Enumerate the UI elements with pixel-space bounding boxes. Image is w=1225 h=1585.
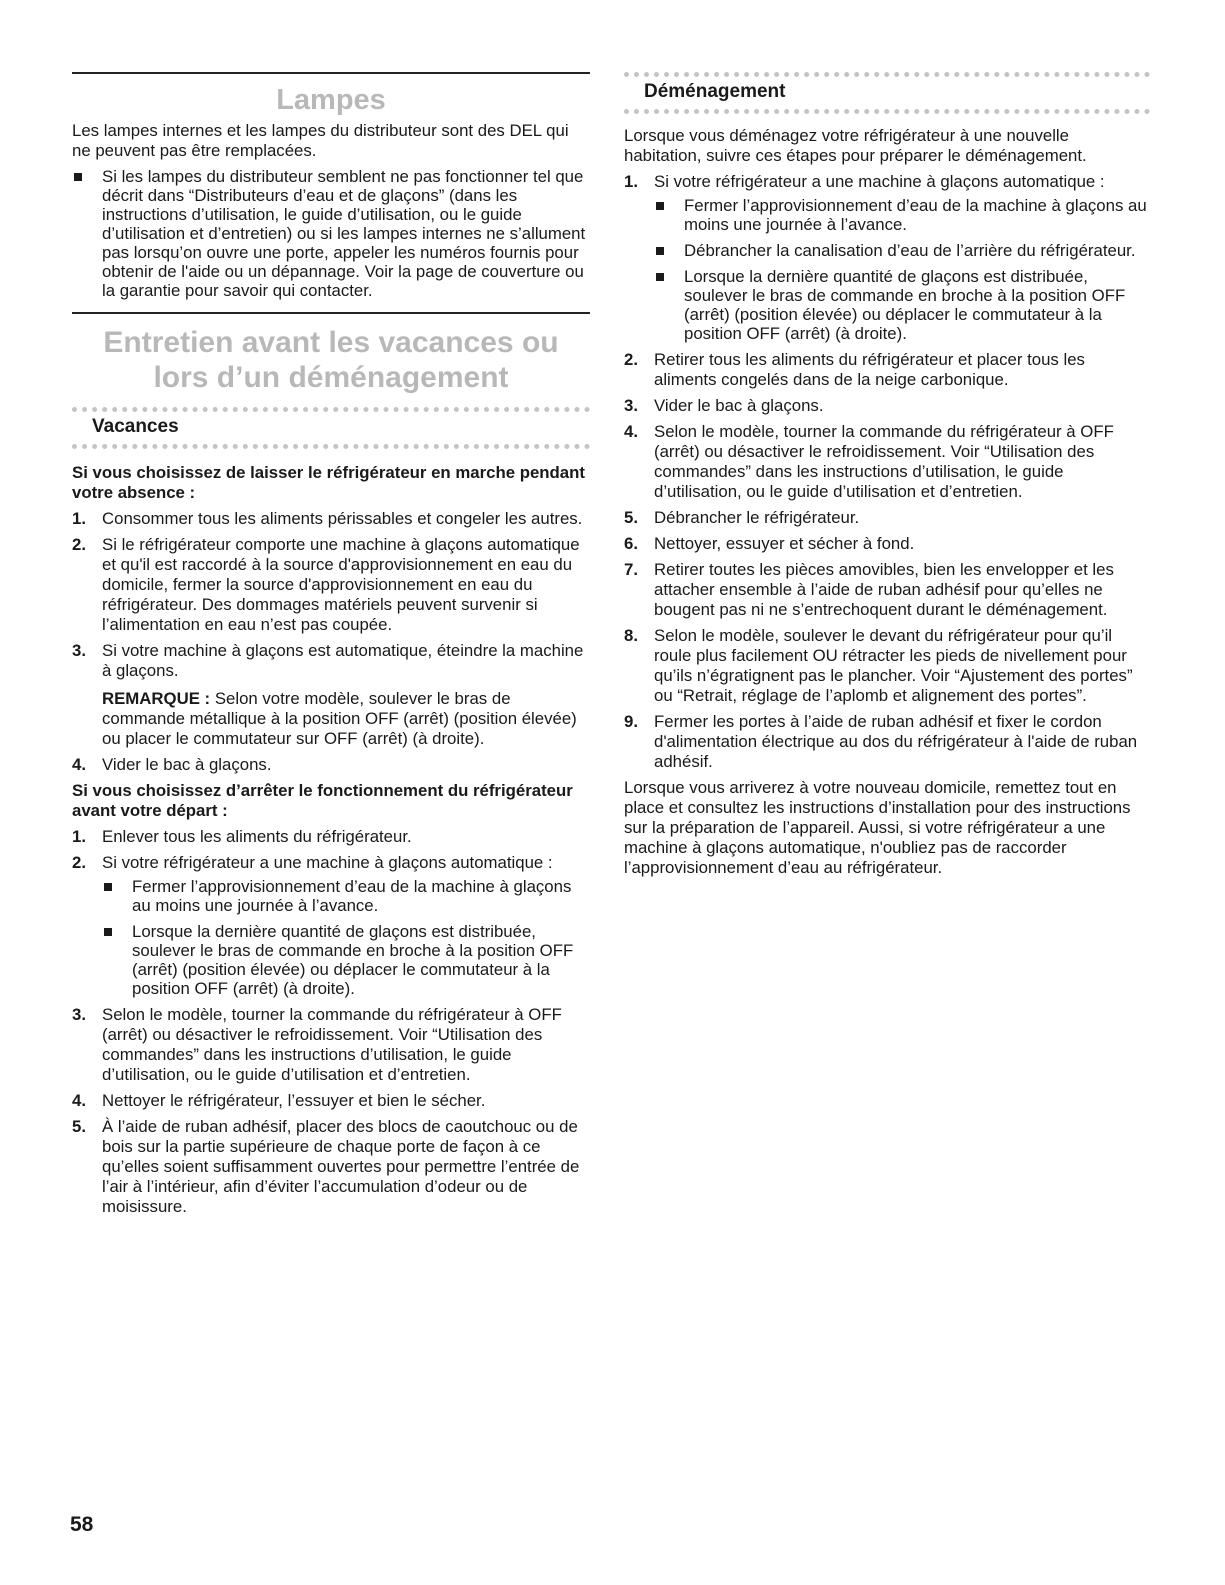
step-text: Retirer toutes les pièces amovibles, bien les envelopper et les attacher ensemble à l’aide de ruban adhésif pour qu’elles ne bougent pas ni ne s’entrechoquent durant le déménagement. [654,560,1114,619]
step-text: Selon le modèle, tourner la commande du réfrigérateur à OFF (arrêt) ou désactiver le refroidissement. Voir “Utilisation des commandes” dans les instructions d’utilisation, le guide d’utilisation, ou le guide d’utilisation et d’entretien. [102,1005,562,1085]
step-number: 4. [72,755,86,775]
list-item [72,1005,590,1085]
entretien-title-line1: Entretien avant les vacances ou [103,326,559,360]
sub-bullet: Fermer l’approvisionnement d’eau de la machine à glaçons au moins une journée à l’avance. [102,877,590,915]
step-number: 3. [72,641,86,661]
demenagement-intro: Lorsque vous déménagez votre réfrigérateur à une nouvelle habitation, suivre ces étapes pour préparer le déménagement. [624,126,1087,165]
step-text: Si le réfrigérateur comporte une machine à glaçons automatique et qu'il est raccordé à la source d'approvisionnement en eau du domicile, fermer la source d'approvisionnement en eau du réfrigérateur. Des dommages matériels peuvent survenir si l’alimentation en eau n’est pas coupée. [102,535,580,635]
step-text: Enlever tous les aliments du réfrigérateur. [102,827,412,847]
step-number: 1. [72,827,86,847]
list-item [624,350,1150,390]
list-item [624,626,1150,706]
list-item [72,827,590,847]
remarque-note [102,689,590,749]
sub-bullet: Lorsque la dernière quantité de glaçons est distribuée, soulever le bras de commande en broche à la position OFF (arrêt) (position élevée) ou déplacer le commutateur à la position OFF (arrêt) (à droite). [102,922,590,998]
list-item [624,172,1150,343]
step-number: 4. [624,422,638,441]
left-column [72,72,590,1223]
list-item [72,535,590,635]
list-item [72,509,590,529]
list-item [72,1091,590,1111]
step-text: Débrancher le réfrigérateur. [654,508,860,527]
step-text: À l’aide de ruban adhésif, placer des blocs de caoutchouc ou de bois sur la partie supérieure de chaque porte de façon à ce qu’elles soient suffisamment ouvertes pour permettre l’entrée de l’air à l’intérieur, afin d’éviter l’accumulation d’odeur ou de moisissure. [102,1117,580,1217]
step-text: Si votre machine à glaçons est automatique, éteindre la machine à glaçons. [102,641,584,681]
step-text: Si votre réfrigérateur a une machine à glaçons automatique : [102,853,553,873]
arret-steps [72,827,590,1217]
list-item [624,508,1150,528]
lampes-intro: Les lampes internes et les lampes du distributeur sont des DEL qui ne peuvent pas être remplacées. [72,121,569,161]
step-text: Vider le bac à glaçons. [654,396,824,415]
list-item [624,560,1150,620]
remarque-text: Selon votre modèle, soulever le bras de commande métallique à la position OFF (arrêt) (position élevée) ou placer le commutateur sur OFF (arrêt) (à droite). [102,689,577,749]
list-item [624,712,1150,772]
entretien-title-line2: lors d’un déménagement [153,360,509,394]
lampes-title: Lampes [276,84,386,116]
step-number: 4. [72,1091,86,1111]
step-number: 2. [72,535,86,555]
list-item [624,422,1150,502]
list-item [624,534,1150,554]
section-divider [72,72,590,74]
step-text: Consommer tous les aliments périssables et congeler les autres. [102,509,583,529]
marche-steps [72,509,590,775]
section-divider [72,312,590,314]
sub-bullets [654,196,1150,343]
list-item [624,396,1150,416]
list-item [72,853,590,998]
step-number: 2. [72,853,86,873]
sub-bullet: Lorsque la dernière quantité de glaçons est distribuée, soulever le bras de commande en broche à la position OFF (arrêt) (position élevée) ou déplacer le commutateur à la position OFF (arrêt) (à droite). [654,267,1150,343]
list-item [72,755,590,775]
list-item [72,641,590,749]
step-number: 7. [624,560,638,579]
step-text: Selon le modèle, tourner la commande du réfrigérateur à OFF (arrêt) ou désactiver le refroidissement. Voir “Utilisation des commandes” dans les instructions d’utilisation, le guide d’utilisation, ou le guide d’utilisation et d’entretien. [654,422,1114,501]
remarque-label: REMARQUE : [102,689,211,709]
sub-bullet: Fermer l’approvisionnement d’eau de la machine à glaçons au moins une journée à l’avance. [654,196,1150,234]
step-number: 6. [624,534,638,553]
step-number: 5. [72,1117,86,1137]
demenagement-steps [624,172,1150,772]
lampes-bullets [72,167,590,300]
arret-heading: Si vous choisissez d’arrêter le fonctionnement du réfrigérateur avant votre départ : [72,781,573,821]
step-number: 3. [72,1005,86,1025]
page-number: 58 [70,1513,94,1536]
sub-bullets [102,877,590,998]
step-number: 1. [72,509,86,529]
demenagement-outro: Lorsque vous arriverez à votre nouveau domicile, remettez tout en place et consultez les instructions d’installation pour des instructions sur la préparation de l’appareil. Aussi, si votre réfrigérateur a une machine à glaçons automatique, n'oubliez pas de raccorder l’approvisionnement d’eau au réfrigérateur. [624,778,1131,877]
step-text: Si votre réfrigérateur a une machine à glaçons automatique : [654,172,1105,191]
step-number: 8. [624,626,638,645]
list-item [72,1117,590,1217]
right-column [624,72,1150,884]
vacances-heading: Vacances [72,407,590,449]
step-number: 9. [624,712,638,731]
step-text: Nettoyer le réfrigérateur, l’essuyer et bien le sécher. [102,1091,486,1111]
step-number: 5. [624,508,638,527]
step-text: Fermer les portes à l’aide de ruban adhésif et fixer le cordon d'alimentation électrique au dos du réfrigérateur à l'aide de ruban adhésif. [654,712,1138,771]
step-text: Selon le modèle, soulever le devant du réfrigérateur pour qu’il roule plus facilement OU rétracter les pieds de nivellement pour qu’ils n’égratignent pas le plancher. Voir “Ajustement des portes” ou “Retrait, réglage de l’aplomb et alignement des portes”. [654,626,1133,705]
step-text: Nettoyer, essuyer et sécher à fond. [654,534,915,553]
marche-heading: Si vous choisissez de laisser le réfrigérateur en marche pendant votre absence : [72,463,585,503]
step-text: Vider le bac à glaçons. [102,755,272,775]
demenagement-heading: Déménagement [624,72,1150,114]
step-number: 1. [624,172,638,191]
step-number: 3. [624,396,638,415]
sub-bullet: Débrancher la canalisation d’eau de l’arrière du réfrigérateur. [654,241,1150,260]
step-text: Retirer tous les aliments du réfrigérateur et placer tous les aliments congelés dans de la neige carbonique. [654,350,1085,389]
lampes-bullet: Si les lampes du distributeur semblent ne pas fonctionner tel que décrit dans “Distributeurs d’eau et de glaçons” (dans les instructions d’utilisation, le guide d’utilisation, ou le guide d’utilisation et d’entretien) ou si les lampes internes ne s’allument pas lorsqu’on ouvre une porte, appeler les numéros fournis pour obtenir de l'aide ou un dépannage. Voir la page de couverture ou la garantie pour savoir qui contacter. [72,167,590,300]
step-number: 2. [624,350,638,369]
entretien-title [72,326,590,395]
